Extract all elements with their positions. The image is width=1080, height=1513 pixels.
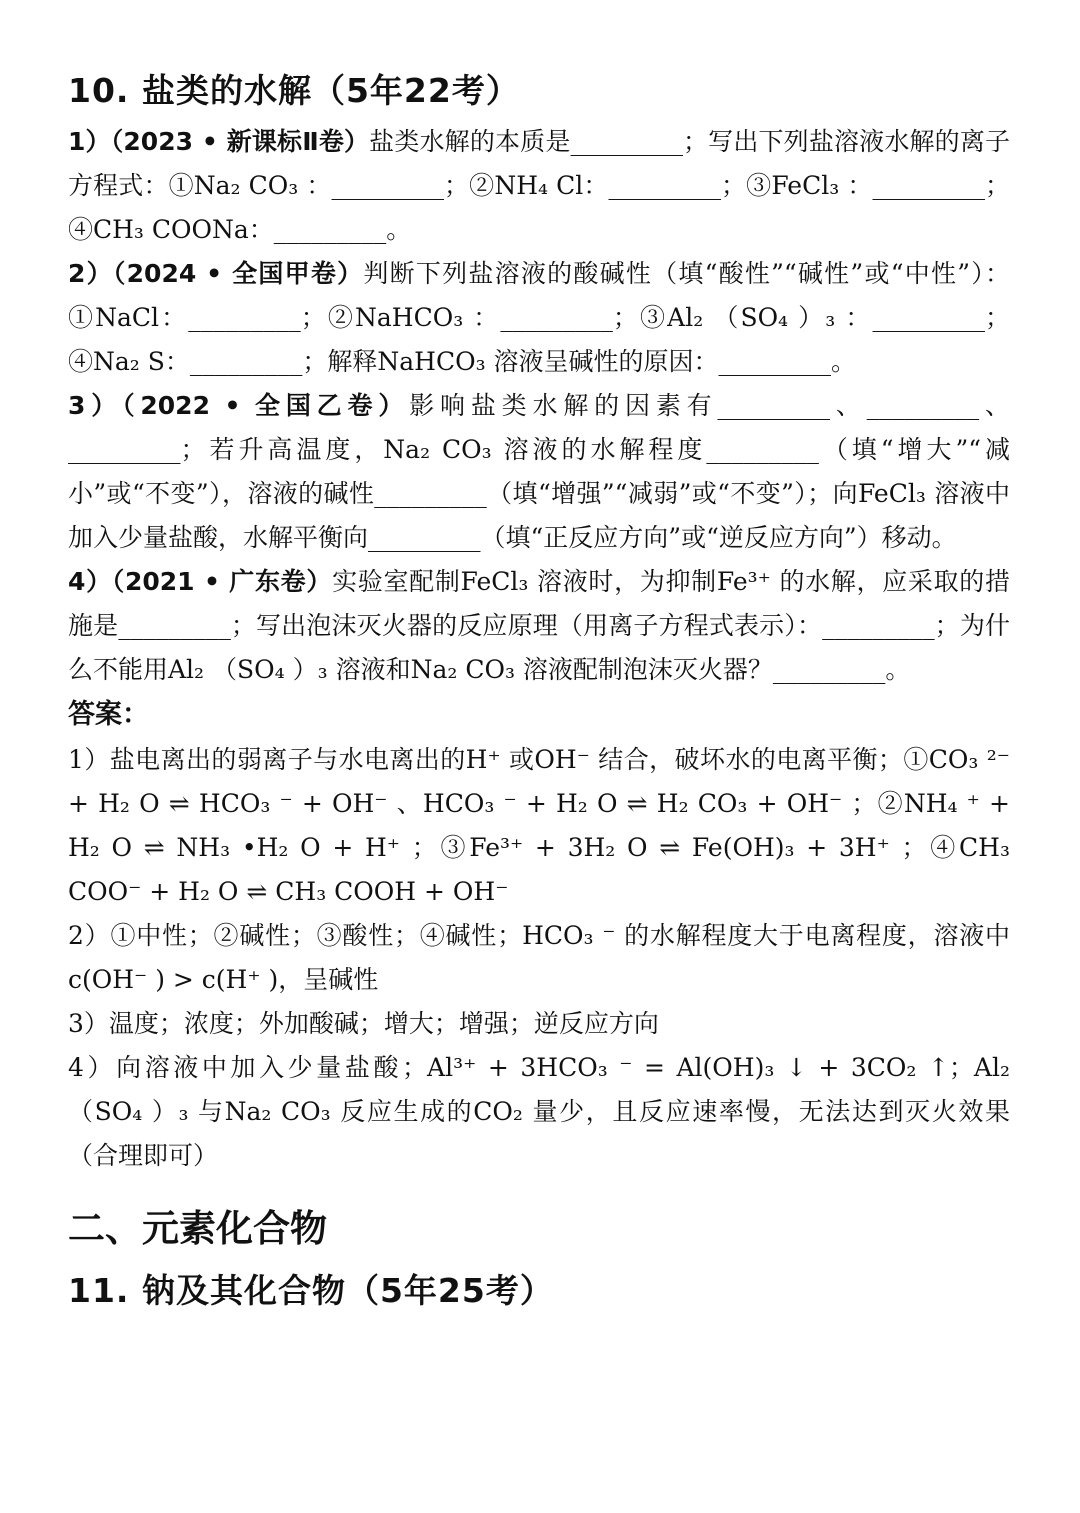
question-number: 2） [68, 259, 113, 288]
question-text: 判断下列盐溶液的酸碱性（填“酸性”“碱性”或“中性”）：①NaCl：_________；②NaHCO₃ ：_________；③Al₂ （SO₄ ）₃ ：_________；④Na₂ S：_________；解释NaHCO₃ 溶液呈碱性的原因：_________。 [68, 259, 1011, 376]
answer-2: 2）①中性；②碱性；③酸性；④碱性；HCO₃ ⁻ 的水解程度大于电离程度，溶液中c(OH⁻ ) > c(H⁺ )，呈碱性 [68, 921, 1010, 994]
answers-heading: 答案： [68, 699, 149, 730]
answer-1: 1）盐电离出的弱离子与水电离出的H⁺ 或OH⁻ 结合，破坏水的电离平衡；①CO₃ ²⁻ + H₂ O ⇌ HCO₃ ⁻ + OH⁻ 、HCO₃ ⁻ + H₂ O ⇌ H₂ CO₃ + OH⁻ ；②NH₄ ⁺ + H₂ O ⇌ NH₃ •H₂ O + H⁺ ；③Fe³⁺ + 3H₂ O ⇌ Fe(OH)₃ + 3H⁺ ；④CH₃ COO⁻ + H₂ O ⇌ CH₃ COOH + OH⁻ [68, 745, 1010, 906]
question-number: 1） [68, 127, 111, 156]
question-4 [68, 560, 1010, 692]
answer-3: 3）温度；浓度；外加酸碱；增大；增强；逆反应方向 [68, 1009, 659, 1038]
chapter-title: 二、元素化合物 [68, 1207, 327, 1250]
question-text: 盐类水解的本质是_________；写出下列盐溶液水解的离子方程式：①Na₂ CO₃ ：_________；②NH₄ Cl：_________；③FeCl₃ ：_________；④CH₃ COONa：_________。 [68, 127, 1010, 244]
question-number: 3） [68, 391, 123, 420]
answer-4: 4）向溶液中加入少量盐酸；Al³⁺ + 3HCO₃ ⁻ = Al(OH)₃ ↓ + 3CO₂ ↑；Al₂ （SO₄ ）₃ 与Na₂ CO₃ 反应生成的CO₂ 量少，且反应速率慢，无法达到灭火效果（合理即可） [68, 1053, 1010, 1170]
question-source: （2022 • 全国乙卷） [122, 391, 410, 420]
question-3 [68, 384, 1010, 560]
question-number: 4） [68, 567, 112, 596]
question-text: 实验室配制FeCl₃ 溶液时，为抑制Fe³⁺ 的水解，应采取的措施是_________；写出泡沫灭火器的反应原理（用离子方程式表示）：_________；为什么不能用Al₂ （SO₄ ）₃ 溶液和Na₂ CO₃ 溶液配制泡沫灭火器？_________。 [68, 567, 1010, 684]
section-11-title: 11. 钠及其化合物（5年25考） [68, 1271, 554, 1310]
section-10-title: 10. 盐类的水解（5年22考） [68, 71, 520, 110]
question-source: （2023 • 新课标Ⅱ卷） [110, 127, 370, 156]
question-text: 影响盐类水解的因素有_________、_________、_________；若升高温度，Na₂ CO₃ 溶液的水解程度_________（填“增大”“减小”或“不变”），溶液的碱性_________（填“增强”“减弱”或“不变”）；向FeCl₃ 溶液中加入少量盐酸，水解平衡向_________（填“正反应方向”或“逆反应方向”）移动。 [68, 391, 1010, 552]
question-1 [68, 120, 1010, 252]
question-2 [68, 252, 1010, 384]
question-source: （2024 • 全国甲卷） [112, 259, 364, 288]
question-source: （2021 • 广东卷） [111, 567, 333, 596]
